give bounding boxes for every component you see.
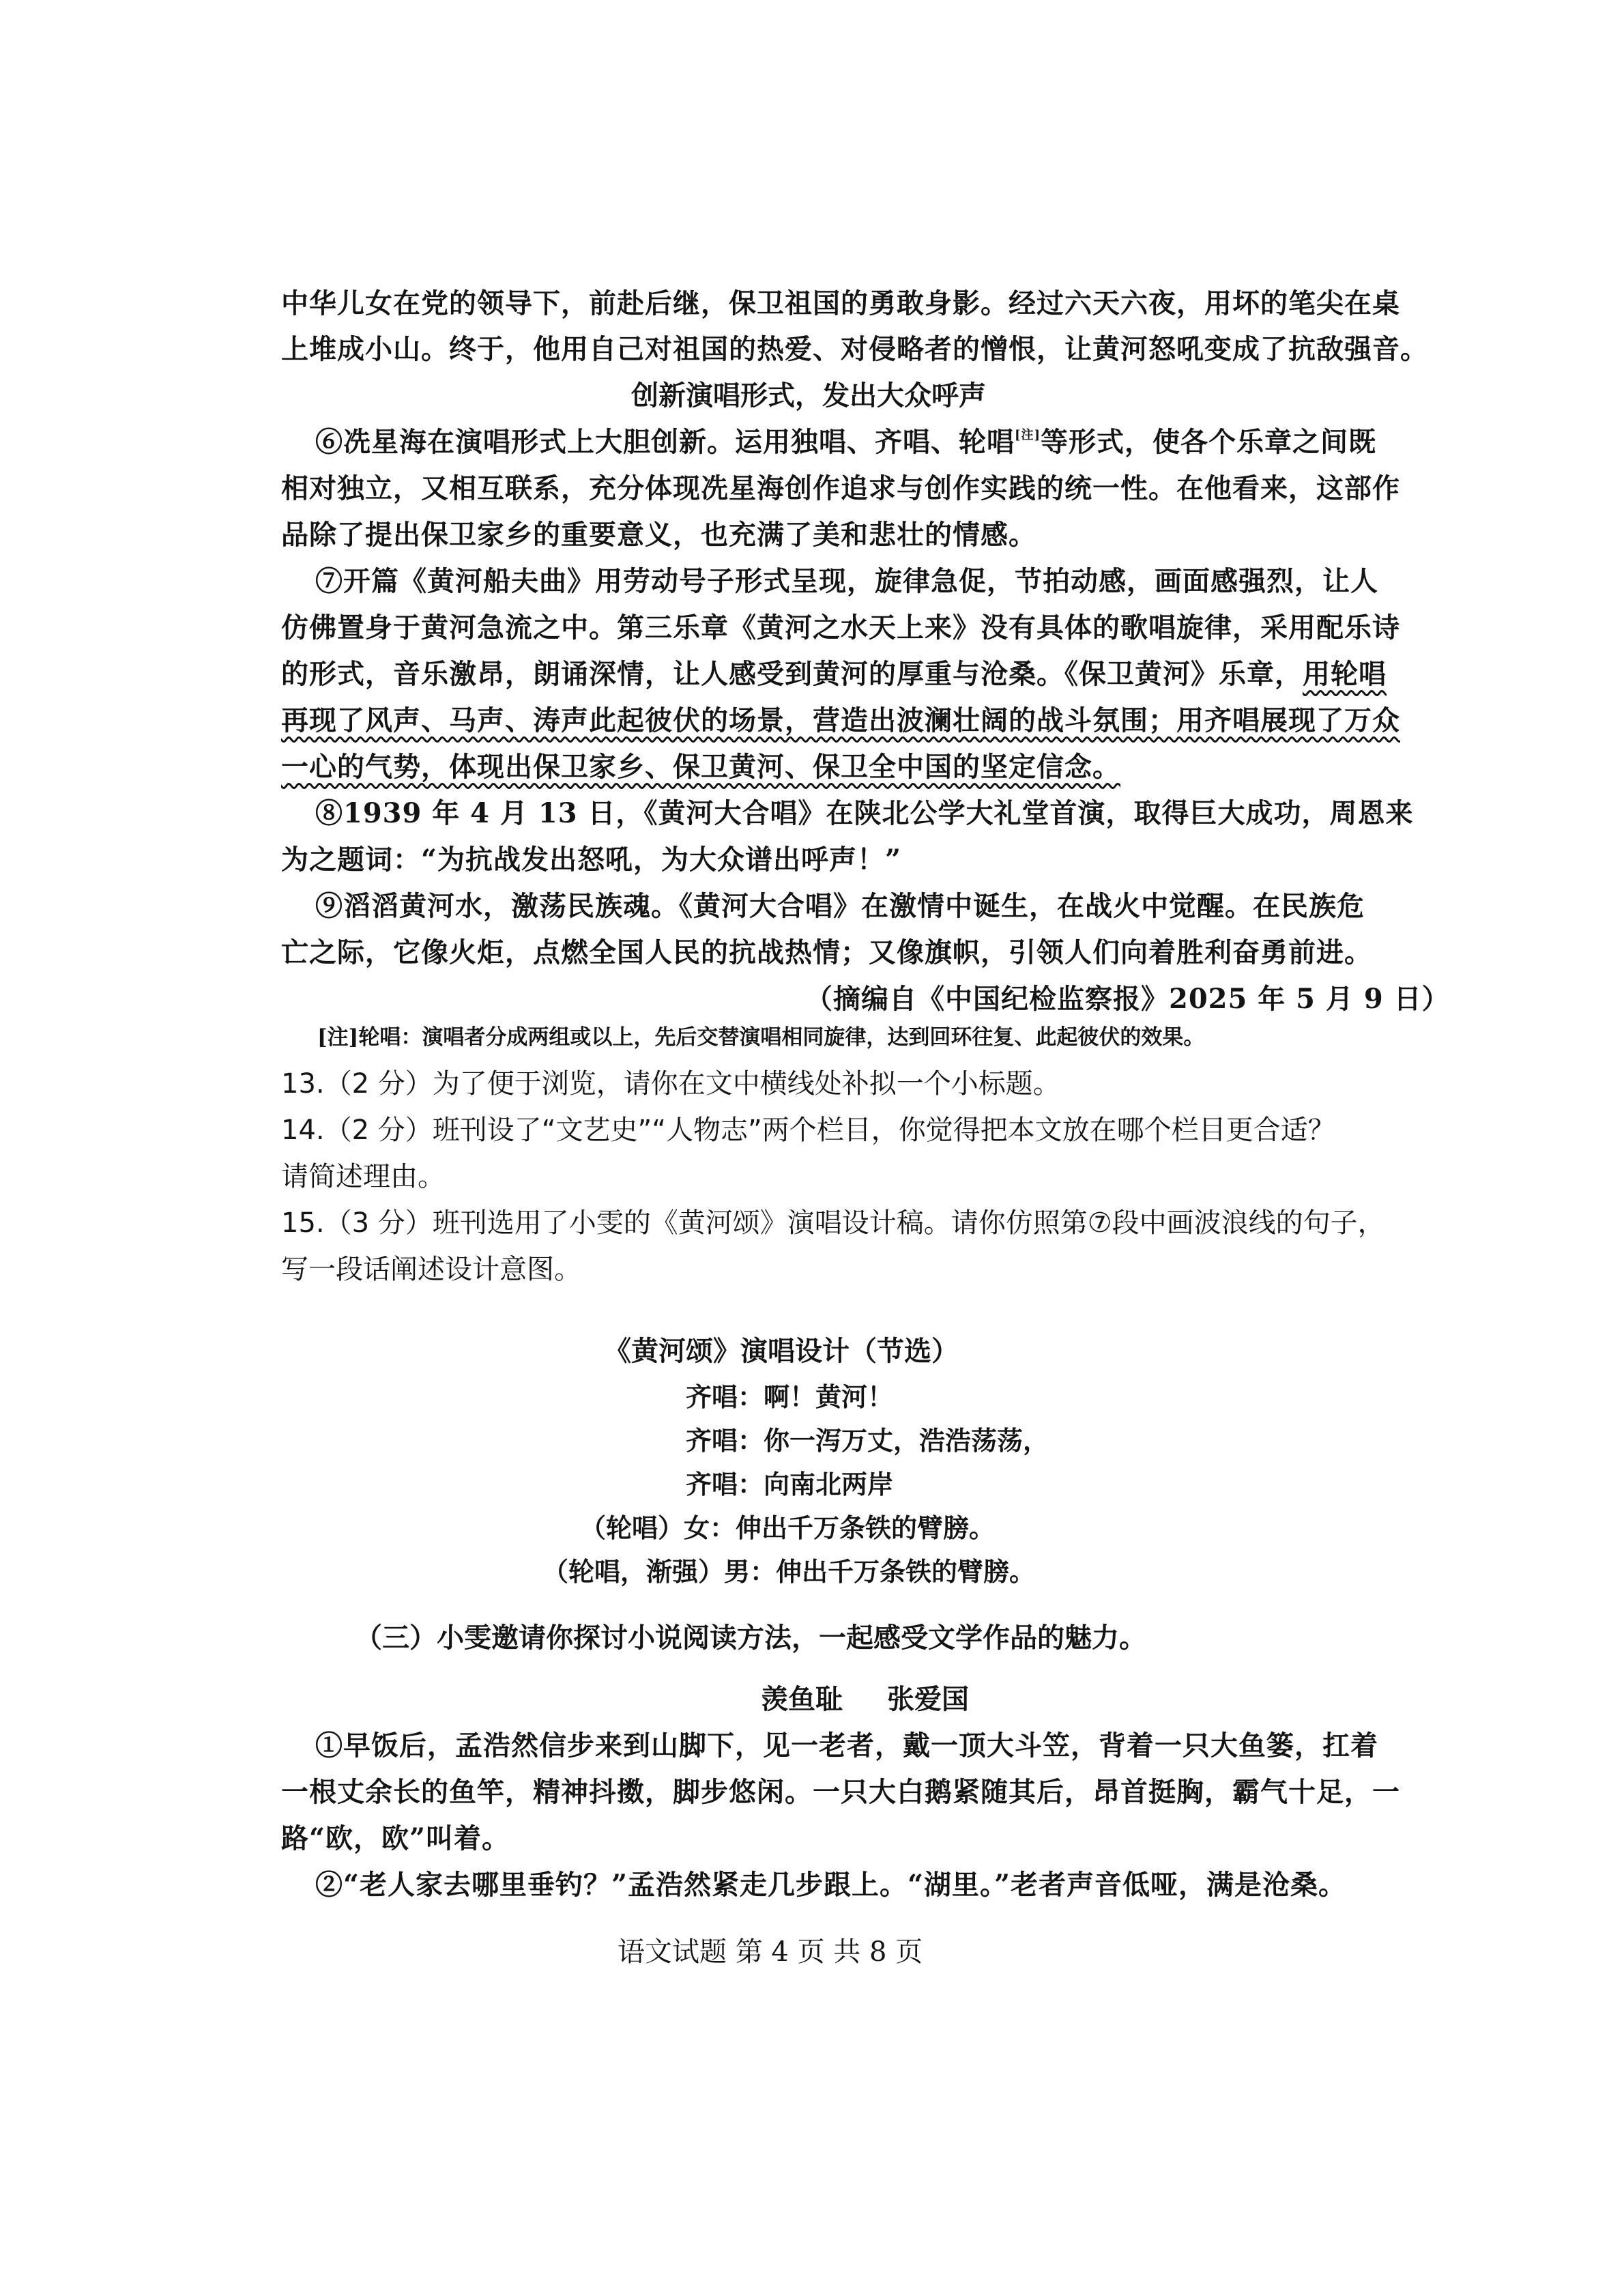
- question-14-line-1: 14.（2 分）班刊设了“文艺史”“人物志”两个栏目，你觉得把本文放在哪个栏目更合适？: [281, 1115, 1335, 1146]
- design-line-4: （轮唱）女：伸出千万条铁的臂膀。: [580, 1512, 996, 1543]
- paragraph-6-line-2: 相对独立，又相互联系，充分体现冼星海创作追求与创作实践的统一性。在他看来，这部作: [281, 472, 1400, 504]
- section-subtitle: 创新演唱形式，发出大众呼声: [631, 379, 986, 412]
- paragraph-7-line-2: 仿佛置身于黄河急流之中。第三乐章《黄河之水天上来》没有具体的歌唱旋律，采用配乐诗: [281, 612, 1400, 644]
- story-title: 羡鱼耻: [761, 1683, 843, 1715]
- footnote: [注]轮唱：演唱者分成两组或以上，先后交替演唱相同旋律，达到回环往复、此起彼伏的效果。: [317, 1025, 1205, 1050]
- paragraph-6-line-1: [315, 426, 1377, 458]
- paragraph-9-line-1: ⑨滔滔黄河水，激荡民族魂。《黄河大合唱》在激情中诞生，在战火中觉醒。在民族危: [315, 890, 1365, 922]
- story-paragraph-2-line-1: ②“老人家去哪里垂钓？”孟浩然紧走几步跟上。“湖里。”老者声音低哑，满是沧桑。: [315, 1869, 1347, 1901]
- paragraph-6-line-1-b: 等形式，使各个乐章之间既: [1041, 426, 1377, 458]
- story-paragraph-1-line-2: 一根丈余长的鱼竿，精神抖擞，脚步悠闲。一只大白鹅紧随其后，昂首挺胸，霸气十足，一: [281, 1776, 1400, 1808]
- design-line-2: 齐唱：你一泻万丈，浩浩荡荡，: [686, 1425, 1049, 1456]
- question-15-line-2: 写一段话阐述设计意图。: [281, 1254, 581, 1285]
- paragraph-8-line-1: ⑧1939 年 4 月 13 日，《黄河大合唱》在陕北公学大礼堂首演，取得巨大成功，周恩来: [315, 797, 1414, 829]
- question-13: 13.（2 分）为了便于浏览，请你在文中横线处补拟一个小标题。: [281, 1068, 1060, 1100]
- wavy-underlined-text-start: 用轮唱: [1303, 658, 1387, 690]
- paragraph-7-line-3-plain: 的形式，音乐激昂，朗诵深情，让人感受到黄河的厚重与沧桑。《保卫黄河》乐章，: [281, 658, 1303, 690]
- paragraph-7-line-3: [281, 658, 1387, 690]
- story-author: 张爱国: [887, 1683, 969, 1715]
- story-paragraph-1-line-3: 路“欧，欧”叫着。: [281, 1822, 510, 1854]
- paragraph-6-line-3: 品除了提出保卫家乡的重要意义，也充满了美和悲壮的情感。: [281, 519, 1036, 551]
- source-citation: （摘编自《中国纪检监察报》2025 年 5 月 9 日）: [805, 983, 1450, 1015]
- passage-line-2: 上堆成小山。终于，他用自己对祖国的热爱、对侵略者的憎恨，让黄河怒吼变成了抗敌强音。: [281, 333, 1428, 365]
- story-paragraph-1-line-1: ①早饭后，孟浩然信步来到山脚下，见一老者，戴一顶大斗笠，背着一只大鱼篓，扛着: [315, 1730, 1378, 1762]
- design-line-3: 齐唱：向南北两岸: [686, 1469, 894, 1499]
- wavy-underlined-line-1: 再现了风声、马声、涛声此起彼伏的场景，营造出波澜壮阔的战斗氛围；用齐唱展现了万众: [281, 704, 1400, 736]
- question-14-line-2: 请简述理由。: [281, 1161, 445, 1192]
- paragraph-7-line-1: ⑦开篇《黄河船夫曲》用劳动号子形式呈现，旋律急促，节拍动感，画面感强烈，让人: [315, 565, 1378, 597]
- paragraph-8-line-2: 为之题词：“为抗战发出怒吼，为大众谱出呼声！”: [281, 844, 902, 876]
- wavy-underlined-line-2: 一心的气势，体现出保卫家乡、保卫黄河、保卫全中国的坚定信念。: [281, 751, 1120, 783]
- design-title: 《黄河颂》演唱设计（节选）: [604, 1336, 959, 1367]
- design-line-5: （轮唱，渐强）男：伸出千万条铁的臂膀。: [542, 1556, 1036, 1587]
- question-15-line-1: 15.（3 分）班刊选用了小雯的《黄河颂》演唱设计稿。请你仿照第⑦段中画波浪线的句子，: [281, 1207, 1385, 1239]
- page-footer: 语文试题 第 4 页 共 8 页: [618, 1936, 923, 1968]
- passage-line-1: 中华儿女在党的领导下，前赴后继，保卫祖国的勇敢身影。经过六天六夜，用坏的笔尖在桌: [281, 287, 1400, 319]
- footnote-marker: [注]: [1015, 428, 1041, 442]
- paragraph-9-line-2: 亡之际，它像火炬，点燃全国人民的抗战热情；又像旗帜，引领人们向着胜利奋勇前进。: [281, 936, 1372, 968]
- design-line-1: 齐唱：啊！黄河！: [686, 1381, 894, 1412]
- paragraph-6-line-1-a: ⑥冼星海在演唱形式上大胆创新。运用独唱、齐唱、轮唱: [315, 426, 1015, 458]
- section-3-heading: （三）小雯邀请你探讨小说阅读方法，一起感受文学作品的魅力。: [355, 1622, 1146, 1654]
